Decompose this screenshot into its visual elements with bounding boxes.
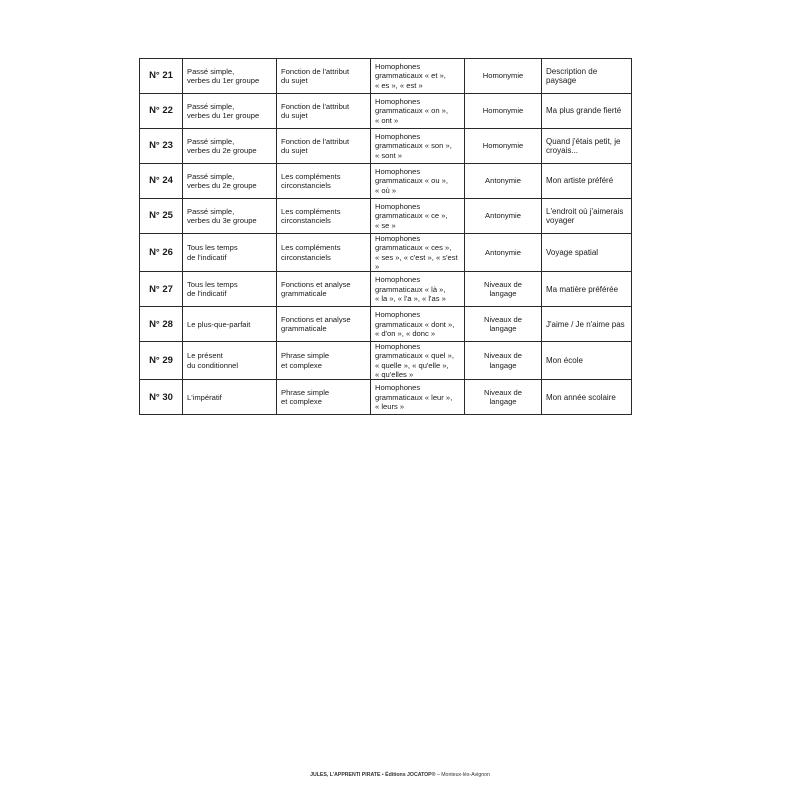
grammar-cell (277, 380, 371, 415)
conjugation-cell-text: Le plus-que-parfait (187, 319, 251, 329)
vocabulary-cell-text: Antonymie (485, 211, 521, 221)
lesson-number-cell (140, 342, 183, 380)
table-row (140, 342, 632, 380)
lesson-number-cell-text: N° 24 (149, 175, 173, 187)
grammar-cell (277, 342, 371, 380)
table-row (140, 272, 632, 307)
spelling-cell (371, 272, 465, 307)
conjugation-cell-text: Le présent du conditionnel (187, 351, 239, 370)
conjugation-cell-text: L'impératif (187, 392, 222, 402)
vocabulary-cell-text: Antonymie (485, 247, 521, 257)
spelling-cell (371, 129, 465, 164)
table-body (140, 59, 632, 415)
conjugation-cell (183, 129, 277, 164)
vocabulary-cell (465, 164, 542, 199)
spelling-cell (371, 342, 465, 380)
lesson-number-cell (140, 164, 183, 199)
vocabulary-cell-text: Niveaux de langage (484, 351, 522, 370)
writing-theme-cell (542, 272, 632, 307)
conjugation-cell-text: Passé simple, verbes du 1er groupe (187, 101, 260, 120)
grammar-cell-text: Fonction de l'attribut du sujet (281, 136, 350, 155)
conjugation-cell (183, 234, 277, 272)
grammar-cell-text: Phrase simple et complexe (281, 388, 330, 407)
grammar-cell-text: Fonction de l'attribut du sujet (281, 101, 350, 120)
spelling-cell-text: Homophones grammaticaux « ou », « où » (375, 167, 449, 195)
vocabulary-cell (465, 129, 542, 164)
conjugation-cell (183, 94, 277, 129)
conjugation-cell (183, 59, 277, 94)
grammar-cell (277, 272, 371, 307)
writing-theme-cell (542, 199, 632, 234)
vocabulary-cell (465, 59, 542, 94)
vocabulary-cell-text: Homonymie (482, 141, 524, 151)
writing-theme-cell-text: J'aime / Je n'aime pas (546, 319, 625, 329)
conjugation-cell (183, 380, 277, 415)
table-row (140, 59, 632, 94)
conjugation-cell-text: Tous les temps de l'indicatif (187, 243, 238, 262)
writing-theme-cell-text: Quand j'étais petit, je croyais... (546, 136, 621, 155)
table-row (140, 199, 632, 234)
spelling-cell-text: Homophones grammaticaux « on », « ont » (375, 97, 449, 125)
table-row (140, 129, 632, 164)
spelling-cell-text: Homophones grammaticaux « son », « sont » (375, 132, 452, 160)
spelling-cell (371, 94, 465, 129)
lesson-number-cell-text: N° 26 (149, 246, 173, 258)
writing-theme-cell (542, 164, 632, 199)
conjugation-cell (183, 342, 277, 380)
lesson-number-cell-text: N° 30 (149, 391, 173, 403)
spelling-cell-text: Homophones grammaticaux « là », « la », « l'a », « l'as » (375, 275, 446, 303)
writing-theme-cell (542, 234, 632, 272)
grammar-cell (277, 129, 371, 164)
writing-theme-cell-text: Ma plus grande fierté (546, 106, 622, 116)
spelling-cell (371, 307, 465, 342)
footer-separator: • (380, 772, 386, 778)
grammar-cell (277, 199, 371, 234)
writing-theme-cell-text: Ma matière préférée (546, 284, 619, 294)
conjugation-cell (183, 164, 277, 199)
table-row (140, 164, 632, 199)
conjugation-cell (183, 199, 277, 234)
grammar-cell-text: Fonction de l'attribut du sujet (281, 66, 350, 85)
lesson-number-cell (140, 272, 183, 307)
spelling-cell (371, 59, 465, 94)
writing-theme-cell (542, 129, 632, 164)
vocabulary-cell-text: Niveaux de langage (484, 388, 522, 407)
grammar-cell (277, 59, 371, 94)
lesson-number-cell (140, 94, 183, 129)
writing-theme-cell (542, 59, 632, 94)
table-row (140, 234, 632, 272)
lesson-number-cell-text: N° 25 (149, 210, 173, 222)
writing-theme-cell-text: Mon école (546, 356, 583, 366)
vocabulary-cell (465, 342, 542, 380)
spelling-cell-text: Homophones grammaticaux « et », « es », « est » (375, 62, 446, 90)
writing-theme-cell-text: Description de paysage (546, 66, 598, 85)
lesson-number-cell (140, 59, 183, 94)
lesson-number-cell (140, 380, 183, 415)
vocabulary-cell (465, 94, 542, 129)
footer-book-title: JULES, L'APPRENTI PIRATE (310, 772, 381, 778)
spelling-cell-text: Homophones grammaticaux « ces », « ses », « c'est », « s'est » (375, 234, 458, 271)
lesson-number-cell-text: N° 22 (149, 105, 173, 117)
vocabulary-cell-text: Niveaux de langage (484, 279, 522, 299)
lesson-number-cell (140, 234, 183, 272)
writing-theme-cell-text: Voyage spatial (546, 247, 599, 257)
lesson-number-cell-text: N° 23 (149, 140, 173, 152)
spelling-cell (371, 234, 465, 272)
grammar-cell (277, 307, 371, 342)
vocabulary-cell (465, 307, 542, 342)
spelling-cell (371, 380, 465, 415)
writing-theme-cell (542, 342, 632, 380)
vocabulary-cell-text: Niveaux de langage (484, 314, 522, 334)
conjugation-cell-text: Passé simple, verbes du 2e groupe (187, 136, 257, 155)
table-row (140, 380, 632, 415)
lesson-schedule-table (139, 58, 632, 415)
writing-theme-cell (542, 307, 632, 342)
vocabulary-cell-text: Homonymie (482, 71, 524, 81)
vocabulary-cell-text: Antonymie (485, 176, 521, 186)
lesson-number-cell (140, 199, 183, 234)
grammar-cell-text: Les compléments circonstanciels (281, 206, 341, 225)
grammar-cell (277, 234, 371, 272)
spelling-cell-text: Homophones grammaticaux « dont », « d'on », « donc » (375, 310, 455, 338)
spelling-cell-text: Homophones grammaticaux « leur », « leurs » (375, 383, 453, 412)
page-footer (0, 772, 800, 778)
vocabulary-cell (465, 234, 542, 272)
spelling-cell-text: Homophones grammaticaux « ce », « se » (375, 202, 448, 230)
conjugation-cell-text: Passé simple, verbes du 1er groupe (187, 66, 260, 85)
spelling-cell (371, 164, 465, 199)
writing-theme-cell (542, 380, 632, 415)
vocabulary-cell (465, 380, 542, 415)
footer-publisher: Éditions JOCATOP® (385, 772, 436, 778)
spelling-cell-text: Homophones grammaticaux « quel », « quelle », « qu'elle », « qu'elles » (375, 342, 454, 380)
writing-theme-cell-text: Mon artiste préféré (546, 176, 614, 186)
conjugation-cell (183, 272, 277, 307)
conjugation-cell-text: Passé simple, verbes du 2e groupe (187, 171, 257, 190)
footer-location: – Monteux-lès-Avignon (435, 772, 490, 778)
grammar-cell-text: Fonctions et analyse grammaticale (281, 279, 351, 299)
vocabulary-cell-text: Homonymie (482, 106, 524, 116)
table-row (140, 94, 632, 129)
lesson-number-cell (140, 129, 183, 164)
conjugation-cell-text: Passé simple, verbes du 3e groupe (187, 206, 257, 225)
lesson-number-cell-text: N° 28 (149, 318, 173, 330)
conjugation-cell (183, 307, 277, 342)
vocabulary-cell (465, 199, 542, 234)
writing-theme-cell (542, 94, 632, 129)
vocabulary-cell (465, 272, 542, 307)
grammar-cell-text: Phrase simple et complexe (281, 351, 330, 370)
table-row (140, 307, 632, 342)
spelling-cell (371, 199, 465, 234)
lesson-number-cell (140, 307, 183, 342)
grammar-cell (277, 164, 371, 199)
writing-theme-cell-text: Mon année scolaire (546, 392, 616, 402)
conjugation-cell-text: Tous les temps de l'indicatif (187, 279, 238, 299)
lesson-number-cell-text: N° 21 (149, 70, 173, 82)
grammar-cell (277, 94, 371, 129)
grammar-cell-text: Les compléments circonstanciels (281, 171, 341, 190)
writing-theme-cell-text: L'endroit où j'aimerais voyager (546, 206, 624, 225)
grammar-cell-text: Les compléments circonstanciels (281, 243, 341, 262)
lesson-number-cell-text: N° 29 (149, 355, 173, 367)
lesson-number-cell-text: N° 27 (149, 283, 173, 295)
grammar-cell-text: Fonctions et analyse grammaticale (281, 314, 351, 334)
